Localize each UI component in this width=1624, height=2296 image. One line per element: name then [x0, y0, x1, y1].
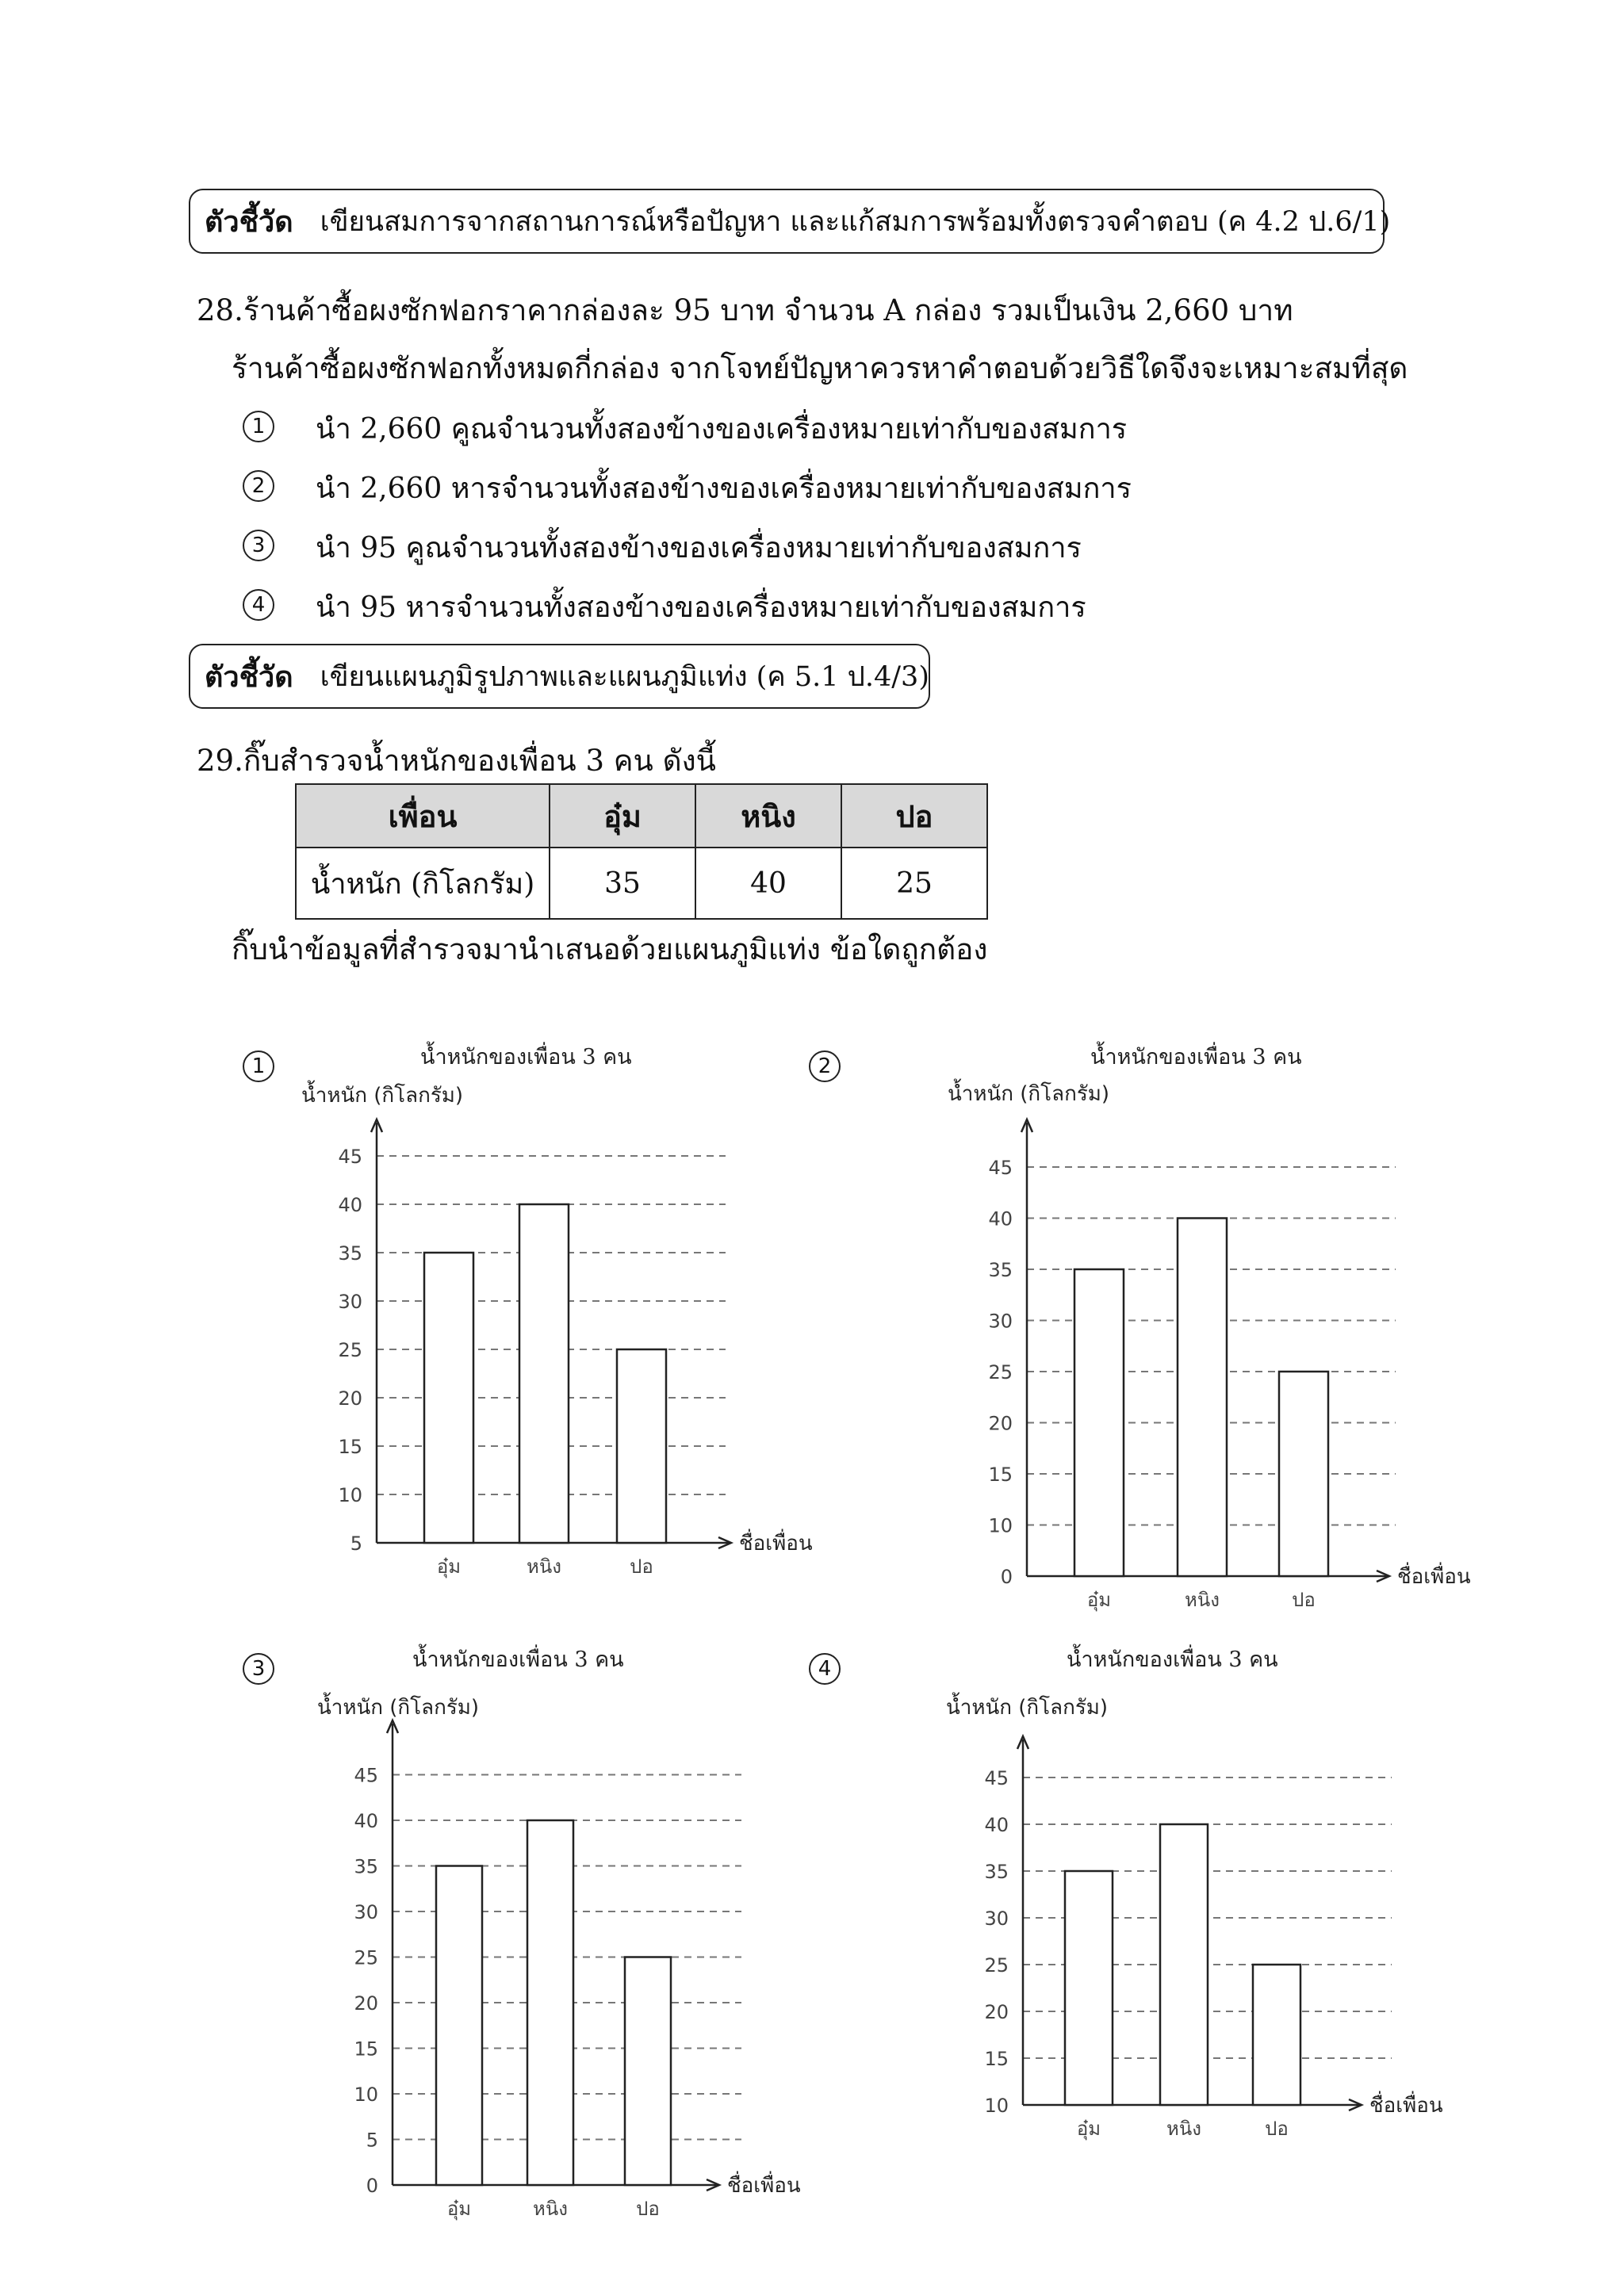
y-tick-label: 10 — [984, 2095, 1009, 2117]
y-tick-label: 20 — [338, 1387, 362, 1410]
option-marker[interactable]: 1 — [243, 1050, 274, 1082]
bar — [1279, 1372, 1328, 1576]
y-axis-label: น้ำหนัก (กิโลกรัม) — [948, 1082, 1110, 1106]
x-tick-label: ปอ — [630, 1556, 653, 1578]
question-28-option[interactable]: นำ 2,660 หารจำนวนทั้งสองข้างของเครื่องหมายเท่ากับของสมการ — [316, 473, 1132, 505]
option-marker[interactable]: 2 — [243, 470, 274, 502]
bar-chart-option-2[interactable] — [948, 1045, 1487, 1616]
question-28-stem: 28.ร้านค้าซื้อผงซักฟอกราคากล่องละ 95 บาท จำนวน A กล่อง รวมเป็นเงิน 2,660 บาท — [197, 293, 1293, 327]
bar — [519, 1204, 569, 1543]
question-29-prompt: กิ๊บนำข้อมูลที่สำรวจมานำเสนอด้วยแผนภูมิแท่ง ข้อใดถูกต้อง — [232, 932, 988, 966]
question-28-prompt: ร้านค้าซื้อผงซักฟอกทั้งหมดกี่กล่อง จากโจทย์ปัญหาควรหาคำตอบด้วยวิธีใดจึงจะเหมาะสมที่สุด — [232, 351, 1408, 385]
table-header-cell: เพื่อน — [296, 784, 550, 848]
y-tick-label: 25 — [338, 1339, 362, 1361]
option-marker[interactable]: 4 — [243, 589, 274, 621]
chart-title: น้ำหนักของเพื่อน 3 คน — [1067, 1647, 1278, 1672]
indicator-label: ตัวชี้วัด — [205, 660, 293, 694]
table-cell: 35 — [550, 848, 695, 919]
y-tick-label: 45 — [338, 1146, 362, 1168]
y-tick-label: 15 — [338, 1436, 362, 1458]
x-axis-label: ชื่อเพื่อน — [1397, 1565, 1471, 1589]
y-tick-label: 35 — [984, 1861, 1009, 1883]
x-axis-label: ชื่อเพื่อน — [727, 2174, 801, 2198]
y-axis-label: น้ำหนัก (กิโลกรัม) — [317, 1696, 480, 1720]
y-axis-label: น้ำหนัก (กิโลกรัม) — [946, 1696, 1109, 1720]
table-cell: 40 — [695, 848, 841, 919]
x-tick-label: อุ๋ม — [1086, 1589, 1112, 1611]
question-28-option[interactable]: นำ 2,660 คูณจำนวนทั้งสองข้างของเครื่องหมายเท่ากับของสมการ — [316, 413, 1128, 446]
y-tick-label: 35 — [354, 1855, 378, 1878]
bar-chart-option-1[interactable] — [301, 1045, 813, 1600]
y-tick-label: 45 — [354, 1764, 378, 1787]
option-marker[interactable]: 1 — [243, 411, 274, 442]
x-tick-label: อุ๋ม — [436, 1556, 462, 1578]
option-marker[interactable]: 4 — [809, 1653, 841, 1685]
x-tick-label: อุ๋ม — [446, 2198, 472, 2220]
table-row-label: น้ำหนัก (กิโลกรัม) — [296, 848, 550, 919]
indicator-box-2 — [189, 644, 930, 709]
y-tick-label: 25 — [988, 1361, 1013, 1383]
y-tick-label: 35 — [338, 1242, 362, 1265]
bar-chart-option-4[interactable] — [948, 1647, 1487, 2139]
bar-chart-option-3[interactable] — [317, 1647, 825, 2234]
y-tick-label: 30 — [354, 1901, 378, 1923]
y-tick-label: 40 — [988, 1207, 1013, 1230]
x-tick-label: ปอ — [636, 2198, 660, 2220]
bar — [1074, 1269, 1124, 1576]
y-tick-label: 20 — [984, 2001, 1009, 2023]
y-tick-label: 25 — [354, 1946, 378, 1969]
option-marker[interactable]: 2 — [809, 1050, 841, 1082]
y-tick-label: 40 — [354, 1810, 378, 1832]
y-tick-label: 35 — [988, 1259, 1013, 1281]
y-tick-label: 20 — [354, 1992, 378, 2015]
x-axis-label: ชื่อเพื่อน — [739, 1532, 813, 1556]
bar — [1178, 1219, 1227, 1577]
y-tick-label: 10 — [988, 1514, 1013, 1537]
y-tick-label: 5 — [366, 2129, 378, 2152]
y-axis-label: น้ำหนัก (กิโลกรัม) — [301, 1084, 464, 1108]
table-cell: 25 — [841, 848, 987, 919]
indicator-text: เขียนแผนภูมิรูปภาพและแผนภูมิแท่ง (ค 5.1 ป.4/3) — [320, 660, 929, 693]
question-28-option[interactable]: นำ 95 คูณจำนวนทั้งสองข้างของเครื่องหมายเท่ากับของสมการ — [316, 532, 1082, 564]
y-tick-label: 40 — [984, 1814, 1009, 1836]
x-tick-label: ปอ — [1292, 1589, 1316, 1611]
y-tick-label: 0 — [1000, 1566, 1013, 1588]
chart-title: น้ำหนักของเพื่อน 3 คน — [420, 1045, 632, 1070]
chart-title: น้ำหนักของเพื่อน 3 คน — [1090, 1045, 1302, 1070]
indicator-label: ตัวชี้วัด — [205, 205, 293, 239]
y-tick-label: 5 — [350, 1533, 362, 1555]
table-header-cell: อุ๋ม — [550, 784, 695, 848]
table-header-row — [296, 784, 987, 848]
bar — [1065, 1871, 1113, 2105]
y-tick-label: 10 — [354, 2084, 378, 2106]
x-tick-label: หนิง — [1185, 1589, 1220, 1611]
y-tick-label: 0 — [366, 2175, 378, 2197]
x-tick-label: หนิง — [533, 2198, 568, 2220]
table-header-cell: หนิง — [695, 784, 841, 848]
option-marker[interactable]: 3 — [243, 1653, 274, 1685]
x-tick-label: ปอ — [1265, 2118, 1289, 2140]
y-tick-label: 15 — [984, 2048, 1009, 2070]
y-tick-label: 30 — [984, 1908, 1009, 1930]
bar — [625, 1957, 671, 2186]
question-28-option[interactable]: นำ 95 หารจำนวนทั้งสองข้างของเครื่องหมายเท่ากับของสมการ — [316, 591, 1086, 624]
y-tick-label: 30 — [988, 1310, 1013, 1333]
y-tick-label: 20 — [988, 1412, 1013, 1435]
y-tick-label: 10 — [338, 1484, 362, 1506]
question-29-stem: 29.กิ๊บสำรวจน้ำหนักของเพื่อน 3 คน ดังนี้ — [197, 744, 716, 778]
bar — [1253, 1965, 1300, 2105]
indicator-text: เขียนสมการจากสถานการณ์หรือปัญหา และแก้สมการพร้อมทั้งตรวจคำตอบ (ค 4.2 ป.6/1) — [320, 205, 1391, 238]
x-tick-label: อุ๋ม — [1076, 2118, 1101, 2140]
x-axis-label: ชื่อเพื่อน — [1369, 2094, 1443, 2118]
indicator-box-1 — [189, 189, 1391, 254]
y-tick-label: 15 — [988, 1464, 1013, 1486]
bar — [527, 1820, 573, 2185]
option-marker[interactable]: 3 — [243, 530, 274, 561]
y-tick-label: 45 — [988, 1157, 1013, 1179]
y-tick-label: 40 — [338, 1194, 362, 1216]
bar — [424, 1253, 473, 1543]
y-tick-label: 15 — [354, 2038, 378, 2061]
y-tick-label: 30 — [338, 1291, 362, 1313]
bar — [1160, 1824, 1208, 2105]
bar — [617, 1349, 666, 1543]
y-tick-label: 45 — [984, 1767, 1009, 1789]
weight-survey-table — [295, 783, 988, 920]
chart-title: น้ำหนักของเพื่อน 3 คน — [412, 1647, 624, 1672]
bar — [436, 1866, 482, 2186]
x-tick-label: หนิง — [527, 1556, 561, 1578]
y-tick-label: 25 — [984, 1954, 1009, 1976]
table-header-cell: ปอ — [841, 784, 987, 848]
table-row — [296, 848, 987, 919]
x-tick-label: หนิง — [1166, 2118, 1201, 2140]
